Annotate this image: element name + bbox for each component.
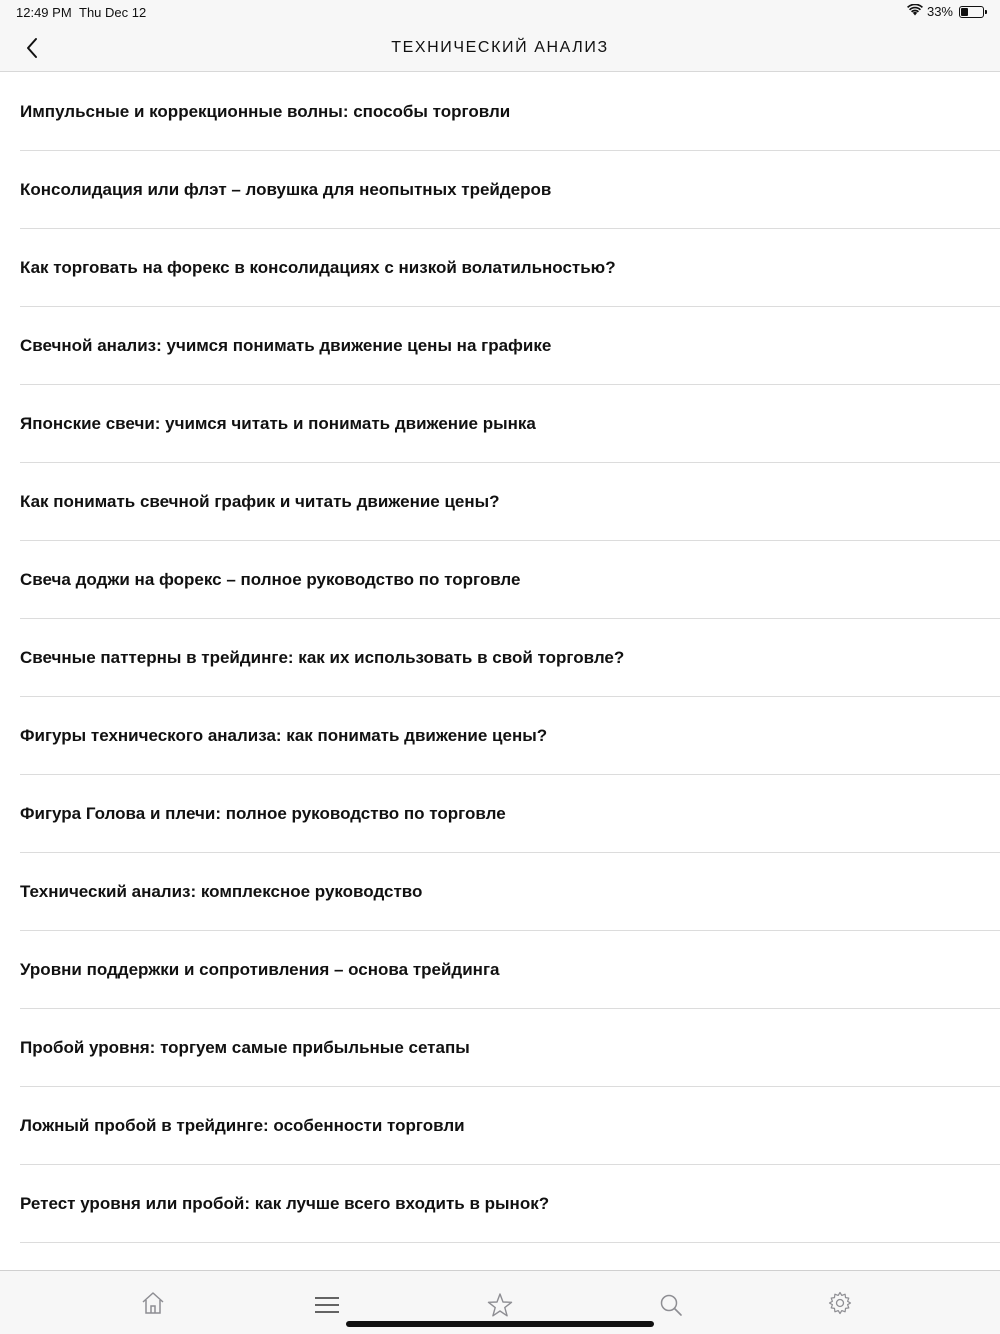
list-item-label: Импульсные и коррекционные волны: способы торговли xyxy=(20,101,511,121)
list-item[interactable] xyxy=(20,775,1000,853)
list-item[interactable] xyxy=(20,463,1000,541)
status-indicators xyxy=(907,4,984,19)
battery-fill xyxy=(961,8,968,16)
list-item[interactable] xyxy=(20,1243,1000,1270)
list-item-label: Фигура Голова и плечи: полное руководство по торговле xyxy=(20,803,506,823)
status-bar xyxy=(0,0,1000,24)
list-item-label: Свечной анализ: учимся понимать движение цены на графике xyxy=(20,335,552,355)
tab-home[interactable] xyxy=(133,1283,173,1323)
list-item-label: Технический анализ: комплексное руководство xyxy=(20,881,423,901)
tab-menu[interactable] xyxy=(307,1285,347,1325)
tab-settings[interactable] xyxy=(820,1283,860,1323)
list-item-label: Уровни поддержки и сопротивления – основа трейдинга xyxy=(20,959,500,979)
list-item[interactable] xyxy=(20,541,1000,619)
home-indicator xyxy=(346,1321,654,1327)
list-item[interactable] xyxy=(20,1165,1000,1243)
list-item-label: Свечные паттерны в трейдинге: как их использовать в свой торговле? xyxy=(20,647,625,667)
navigation-bar xyxy=(0,24,1000,72)
star-icon xyxy=(486,1291,514,1319)
list-item-label: Ложный пробой в трейдинге: особенности торговли xyxy=(20,1115,465,1135)
list-item[interactable] xyxy=(20,229,1000,307)
list-item[interactable] xyxy=(20,73,1000,151)
list-item-label: Японские свечи: учимся читать и понимать движение рынка xyxy=(20,413,536,433)
status-date: Thu Dec 12 xyxy=(79,5,147,20)
list-item-label: Фигуры технического анализа: как понимать движение цены? xyxy=(20,725,548,745)
tab-favorites[interactable] xyxy=(480,1285,520,1325)
status-time: 12:49 PM xyxy=(16,5,72,20)
wifi-icon xyxy=(907,4,923,19)
list-item-label: Ретест уровня или пробой: как лучше всего входить в рынок? xyxy=(20,1193,550,1213)
list-item-label: Пробой уровня: торгуем самые прибыльные сетапы xyxy=(20,1037,470,1057)
menu-icon xyxy=(313,1294,341,1316)
list-item-label: Как понимать свечной график и читать движение цены? xyxy=(20,491,500,511)
list-item-label: Свеча доджи на форекс – полное руководство по торговле xyxy=(20,569,521,589)
list-item[interactable] xyxy=(20,853,1000,931)
gear-icon xyxy=(827,1290,853,1316)
list-item[interactable] xyxy=(20,931,1000,1009)
list-item[interactable] xyxy=(20,307,1000,385)
list-item[interactable] xyxy=(20,697,1000,775)
tab-search[interactable] xyxy=(651,1285,691,1325)
list-item[interactable] xyxy=(20,1009,1000,1087)
list-item[interactable] xyxy=(20,385,1000,463)
list-item[interactable] xyxy=(20,619,1000,697)
list-item[interactable] xyxy=(20,1087,1000,1165)
article-list xyxy=(0,73,1000,1270)
search-icon xyxy=(658,1292,684,1318)
battery-icon xyxy=(959,6,984,18)
list-item-label: Как торговать на форекс в консолидациях с низкой волатильностью? xyxy=(20,257,616,277)
list-item-label: Консолидация или флэт – ловушка для неопытных трейдеров xyxy=(20,179,552,199)
list-item[interactable] xyxy=(20,151,1000,229)
page-title: ТЕХНИЧЕСКИЙ АНАЛИЗ xyxy=(391,39,609,56)
battery-percent: 33% xyxy=(926,4,953,19)
home-icon xyxy=(140,1290,166,1316)
